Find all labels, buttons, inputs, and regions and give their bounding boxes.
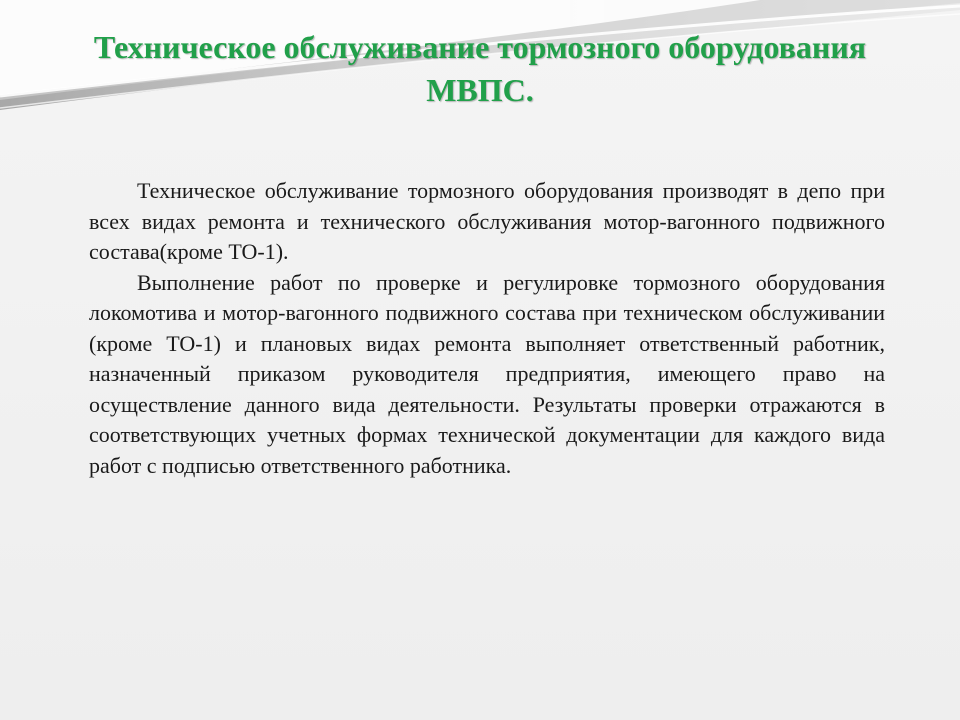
title-line-2: МВПС. [426,72,534,108]
title-line-1: Техническое обслуживание тормозного оборудования [93,29,867,65]
paragraph-1: Техническое обслуживание тормозного оборудования производят в депо при всех видах ремонта и технического обслуживания мотор-вагонного подвижного состава(кроме ТО-1). [89,178,885,264]
slide-title [40,26,920,112]
paragraph-2: Выполнение работ по проверке и регулировке тормозного оборудования локомотива и мотор-вагонного подвижного состава при техническом обслуживании (кроме ТО-1) и плановых видах ремонта выполняет ответственный работник, назначенный приказом руководителя предприятия, имеющего право на осуществление данного вида деятельности. Результаты проверки отражаются в соответствующих учетных формах технической документации для каждого вида работ с подписью ответственного работника. [89,269,885,478]
slide-body [89,176,885,481]
